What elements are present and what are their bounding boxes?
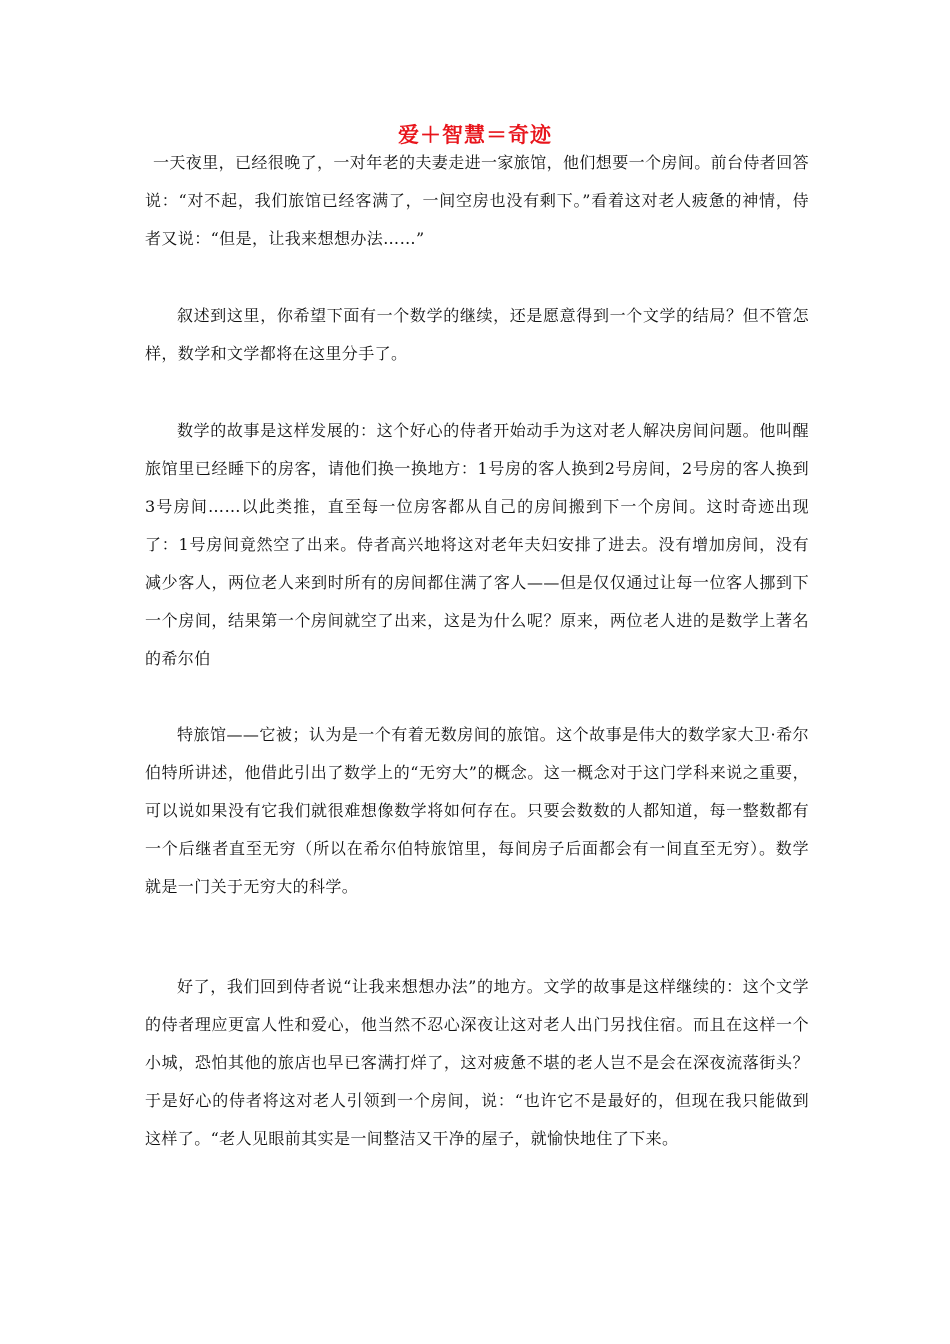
paragraph-1: 一天夜里，已经很晚了，一对年老的夫妻走进一家旅馆，他们想要一个房间。前台侍者回答说：“对不起，我们旅馆已经客满了，一间空房也没有剩下。”看着这对老人疲惫的神情，侍者又说：“但是，让我来想想办法……” — [145, 153, 810, 248]
paragraph-2: 叙述到这里，你希望下面有一个数学的继续，还是愿意得到一个文学的结局？但不管怎样，数学和文学都将在这里分手了。 — [145, 306, 809, 363]
paragraph-3: 数学的故事是这样发展的：这个好心的侍者开始动手为这对老人解决房间问题。他叫醒旅馆里已经睡下的房客，请他们换一换地方：1号房的客人换到2号房间，2号房的客人换到3号房间……以此类推，直至每一位房客都从自己的房间搬到下一个房间。这时奇迹出现了：1号房间竟然空了出来。侍者高兴地将这对老年夫妇安排了进去。没有增加房间，没有减少客人，两位老人来到时所有的房间都住满了客人——但是仅仅通过让每一位客人挪到下一个房间，结果第一个房间就空了出来，这是为什么呢？原来，两位老人进的是数学上著名的希尔伯 — [145, 421, 809, 668]
document-title: 爱＋智慧＝奇迹 — [398, 122, 552, 147]
paragraph-4: 特旅馆——它被；认为是一个有着无数房间的旅馆。这个故事是伟大的数学家大卫·希尔伯特所讲述，他借此引出了数学上的“无穷大”的概念。这一概念对于这门学科来说之重要，可以说如果没有它我们就很难想像数学将如何存在。只要会数数的人都知道，每一整数都有一个后继者直至无穷（所以在希尔伯特旅馆里，每间房子后面都会有一间直至无穷）。数学就是一门关于无穷大的科学。 — [145, 725, 809, 896]
paragraph-5: 好了，我们回到侍者说“让我来想想办法”的地方。文学的故事是这样继续的：这个文学的侍者理应更富人性和爱心，他当然不忍心深夜让这对老人出门另找住宿。而且在这样一个小城，恐怕其他的旅店也早已客满打烊了，这对疲惫不堪的老人岂不是会在深夜流落街头？于是好心的侍者将这对老人引领到一个房间，说：“也许它不是最好的，但现在我只能做到这样了。“老人见眼前其实是一间整洁又干净的屋子，就愉快地住了下来。 — [145, 977, 809, 1148]
